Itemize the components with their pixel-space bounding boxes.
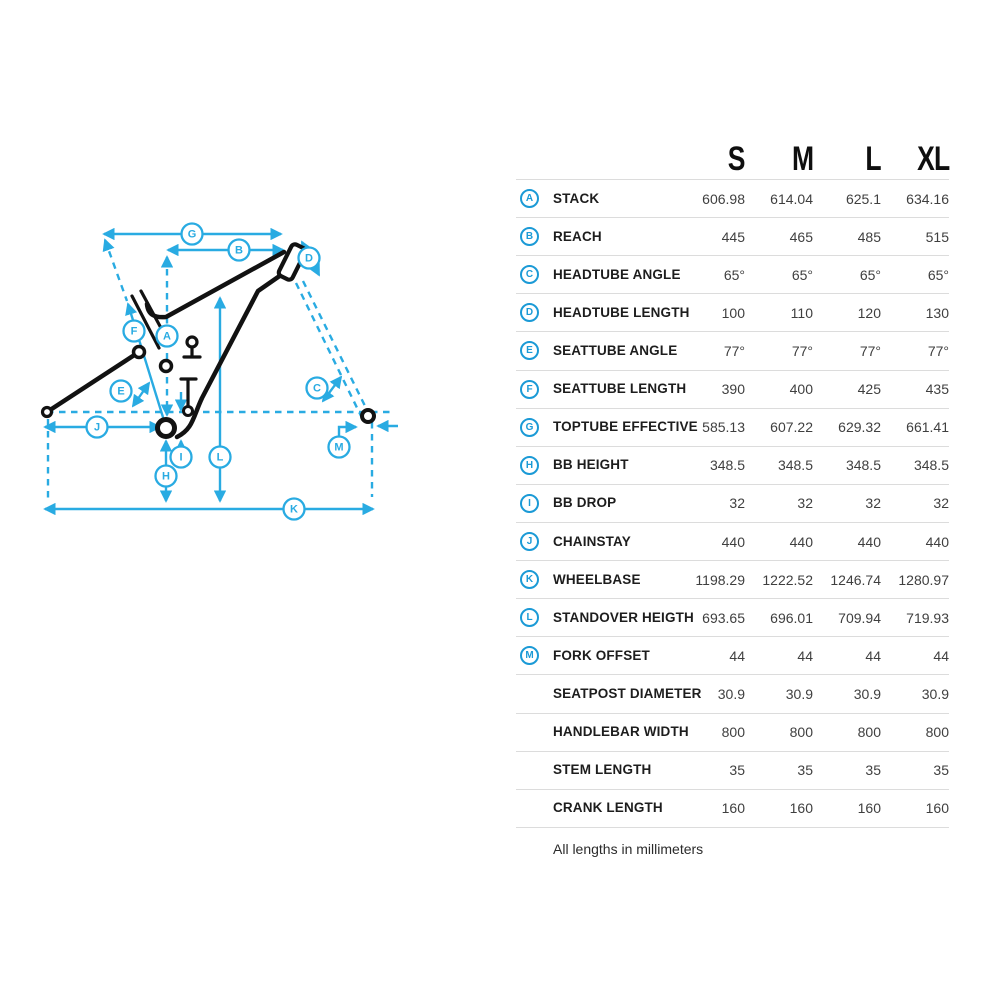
svg-text:L: L xyxy=(216,451,224,464)
dropper-icon xyxy=(184,337,200,357)
row-value: 65° xyxy=(927,266,949,283)
frame-geometry-svg xyxy=(25,200,435,530)
row-label: BB HEIGHT xyxy=(553,457,629,473)
svg-text:D: D xyxy=(305,252,313,265)
row-label: HANDLEBAR WIDTH xyxy=(553,724,689,740)
row-value: 65° xyxy=(859,266,881,283)
row-value: 693.65 xyxy=(702,609,745,626)
svg-text:M: M xyxy=(334,441,344,454)
row-value: 160 xyxy=(925,800,949,817)
size-header-xl: XL xyxy=(916,140,949,178)
row-value: 465 xyxy=(789,228,813,245)
row-badge: H xyxy=(520,456,539,475)
row-label: CHAINSTAY xyxy=(553,533,631,549)
row-value: 1222.52 xyxy=(762,571,813,588)
row-badge: D xyxy=(520,303,539,322)
table-row xyxy=(516,409,949,447)
row-label: STEM LENGTH xyxy=(553,762,652,778)
row-value: 160 xyxy=(857,800,881,817)
dim-forkoffset-M-elbow xyxy=(339,427,356,436)
row-value: 44 xyxy=(729,647,745,664)
row-value: 32 xyxy=(933,495,949,512)
row-value: 30.9 xyxy=(717,685,745,702)
row-label: CRANK LENGTH xyxy=(553,800,663,816)
link-pivot xyxy=(161,361,172,372)
diagram-badge-m xyxy=(329,437,350,458)
row-value: 32 xyxy=(865,495,881,512)
row-value: 35 xyxy=(865,762,881,779)
row-value: 35 xyxy=(933,762,949,779)
svg-text:A: A xyxy=(163,330,171,343)
row-value: 800 xyxy=(857,724,881,741)
row-badge: F xyxy=(520,380,539,399)
row-badge: E xyxy=(520,341,539,360)
size-header-s: S xyxy=(728,140,745,178)
table-row xyxy=(516,180,949,218)
row-value: 800 xyxy=(721,724,745,741)
row-label: SEATTUBE ANGLE xyxy=(553,342,678,358)
row-value: 100 xyxy=(721,304,745,321)
diagram-badge-c xyxy=(307,378,328,399)
row-value: 348.5 xyxy=(845,457,881,474)
diagram-badge-e xyxy=(111,381,132,402)
diagram-badge-f xyxy=(124,321,145,342)
rear-axle xyxy=(43,408,52,417)
diagram-badge-j xyxy=(87,417,108,438)
row-value: 65° xyxy=(791,266,813,283)
row-value: 614.04 xyxy=(770,190,813,207)
table-row xyxy=(516,714,949,752)
size-header-l: L xyxy=(865,140,881,178)
svg-text:F: F xyxy=(130,325,138,338)
row-value: 160 xyxy=(789,800,813,817)
units-note: All lengths in millimeters xyxy=(553,840,704,857)
diagram-badge-d xyxy=(299,248,320,269)
row-value: 44 xyxy=(865,647,881,664)
row-badge: B xyxy=(520,227,539,246)
svg-text:J: J xyxy=(93,421,101,434)
row-value: 77° xyxy=(859,342,881,359)
front-axle xyxy=(362,410,374,422)
row-value: 348.5 xyxy=(913,457,949,474)
row-badge: C xyxy=(520,265,539,284)
diagram-badge-b xyxy=(229,240,250,261)
row-value: 625.1 xyxy=(845,190,881,207)
row-label: SEATPOST DIAMETER xyxy=(553,685,702,701)
dim-seatangle-E xyxy=(133,383,149,406)
row-value: 32 xyxy=(797,495,813,512)
bike-geometry-diagram xyxy=(25,200,435,530)
svg-text:K: K xyxy=(290,503,298,516)
row-label: STACK xyxy=(553,190,600,206)
table-row xyxy=(516,371,949,409)
row-value: 390 xyxy=(721,381,745,398)
row-badge: L xyxy=(520,608,539,627)
row-value: 160 xyxy=(721,800,745,817)
row-badge: A xyxy=(520,189,539,208)
row-value: 120 xyxy=(857,304,881,321)
size-header-row xyxy=(516,138,949,180)
row-value: 44 xyxy=(797,647,813,664)
row-value: 30.9 xyxy=(853,685,881,702)
table-row xyxy=(516,523,949,561)
row-value: 348.5 xyxy=(777,457,813,474)
seatstay-pivot xyxy=(134,347,145,358)
row-value: 585.13 xyxy=(702,419,745,436)
row-value: 800 xyxy=(789,724,813,741)
row-value: 515 xyxy=(925,228,949,245)
row-value: 634.16 xyxy=(906,190,949,207)
row-label: HEADTUBE ANGLE xyxy=(553,266,681,282)
row-label: WHEELBASE xyxy=(553,571,641,587)
table-row xyxy=(516,218,949,256)
diagram-badge-i xyxy=(171,447,192,468)
row-label: HEADTUBE LENGTH xyxy=(553,304,690,320)
diagram-badge-a xyxy=(157,326,178,347)
row-value: 709.94 xyxy=(838,609,881,626)
row-badge: K xyxy=(520,570,539,589)
row-value: 425 xyxy=(857,381,881,398)
row-value: 1280.97 xyxy=(898,571,949,588)
row-value: 440 xyxy=(925,533,949,550)
row-label: TOPTUBE EFFECTIVE xyxy=(553,419,698,435)
shock-icon xyxy=(181,379,196,416)
table-row xyxy=(516,561,949,599)
row-value: 606.98 xyxy=(702,190,745,207)
row-value: 35 xyxy=(729,762,745,779)
svg-text:G: G xyxy=(187,228,197,241)
table-row xyxy=(516,637,949,675)
table-row xyxy=(516,294,949,332)
diagram-badge-l xyxy=(210,447,231,468)
row-value: 30.9 xyxy=(785,685,813,702)
table-row xyxy=(516,485,949,523)
table-row xyxy=(516,447,949,485)
diagram-badge-g xyxy=(182,224,203,245)
table-row xyxy=(516,599,949,637)
table-row xyxy=(516,752,949,790)
geometry-table-body xyxy=(516,180,949,828)
row-value: 696.01 xyxy=(770,609,813,626)
svg-text:B: B xyxy=(235,244,243,257)
row-label: BB DROP xyxy=(553,495,617,511)
row-value: 44 xyxy=(933,647,949,664)
row-value: 35 xyxy=(797,762,813,779)
row-value: 485 xyxy=(857,228,881,245)
row-value: 400 xyxy=(789,381,813,398)
bottom-bracket xyxy=(158,420,175,437)
table-row xyxy=(516,256,949,294)
row-value: 661.41 xyxy=(906,419,949,436)
row-value: 440 xyxy=(857,533,881,550)
row-badge: G xyxy=(520,418,539,437)
row-value: 77° xyxy=(791,342,813,359)
svg-text:H: H xyxy=(162,470,170,483)
row-label: STANDOVER HEIGTH xyxy=(553,609,694,625)
row-value: 30.9 xyxy=(921,685,949,702)
row-value: 440 xyxy=(721,533,745,550)
row-value: 607.22 xyxy=(770,419,813,436)
row-value: 800 xyxy=(925,724,949,741)
diagram-badge-h xyxy=(156,466,177,487)
row-value: 110 xyxy=(790,304,813,321)
row-badge: I xyxy=(520,494,539,513)
row-badge: J xyxy=(520,532,539,551)
size-header-m: M xyxy=(791,140,813,178)
geometry-table xyxy=(516,138,949,857)
row-value: 435 xyxy=(925,381,949,398)
row-badge: M xyxy=(520,646,539,665)
row-value: 719.93 xyxy=(906,609,949,626)
row-value: 445 xyxy=(721,228,745,245)
row-value: 348.5 xyxy=(709,457,745,474)
row-value: 1198.29 xyxy=(695,571,745,588)
row-value: 77° xyxy=(927,342,949,359)
row-value: 77° xyxy=(723,342,745,359)
svg-text:C: C xyxy=(313,382,321,395)
row-label: REACH xyxy=(553,228,602,244)
row-value: 629.32 xyxy=(838,419,881,436)
table-row xyxy=(516,675,949,713)
diagram-badge-k xyxy=(284,499,305,520)
row-value: 65° xyxy=(723,266,745,283)
svg-text:I: I xyxy=(179,451,183,464)
row-value: 1246.74 xyxy=(830,571,881,588)
row-label: SEATTUBE LENGTH xyxy=(553,381,687,397)
row-label: FORK OFFSET xyxy=(553,647,650,663)
table-row xyxy=(516,332,949,370)
row-value: 440 xyxy=(789,533,813,550)
row-value: 32 xyxy=(729,495,745,512)
table-row xyxy=(516,790,949,828)
svg-text:E: E xyxy=(117,385,125,398)
row-value: 130 xyxy=(925,304,949,321)
